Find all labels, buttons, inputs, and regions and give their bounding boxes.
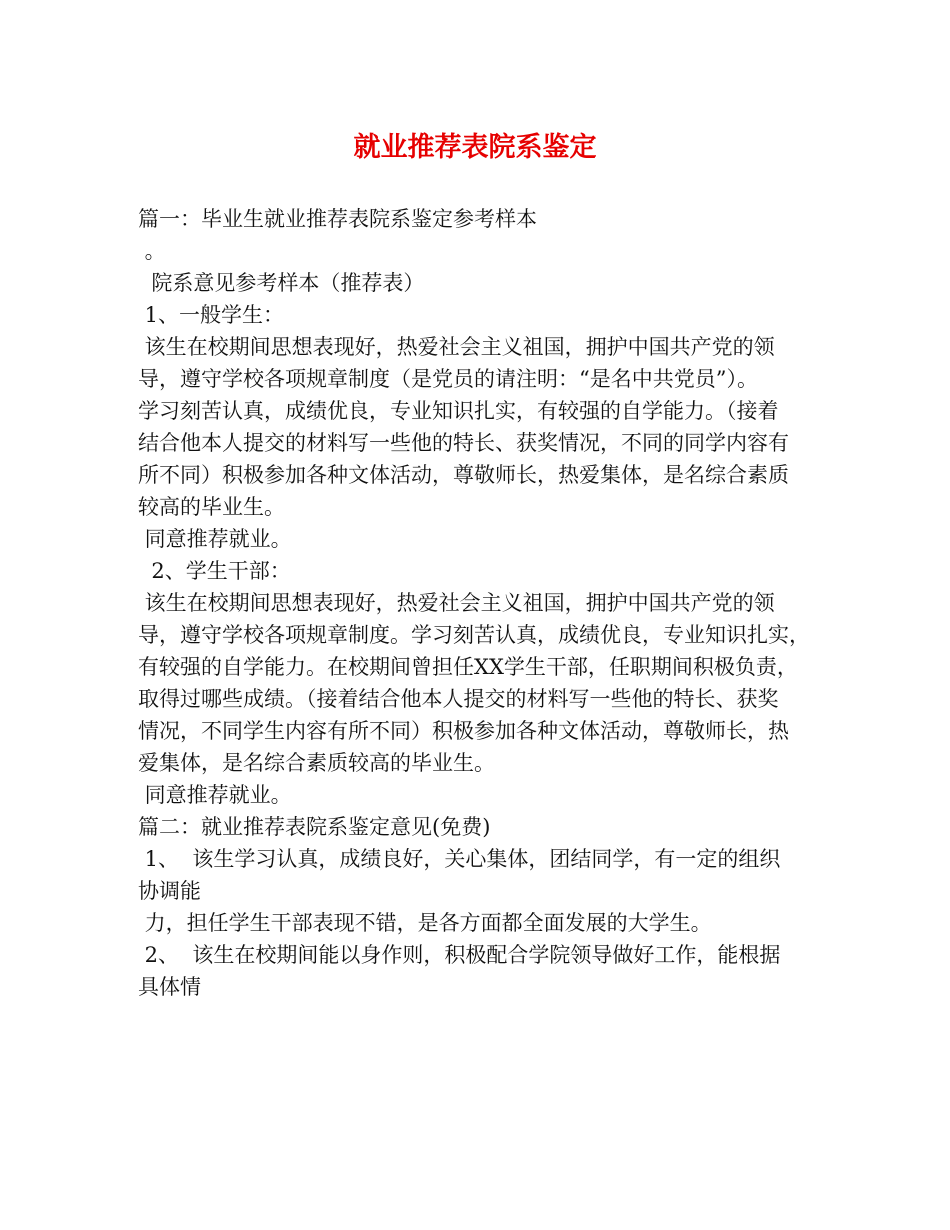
text-line: 导，遵守学校各项规章制度。学习刻苦认真，成绩优良，专业知识扎实， [138,623,810,647]
text-line: 力，担任学生干部表现不错，是各方面都全面发展的大学生。 [138,911,712,935]
text-line: 取得过哪些成绩。（接着结合他本人提交的材料写一些他的特长、获奖 [138,687,779,711]
text-line: 学习刻苦认真，成绩优良，专业知识扎实，有较强的自学能力。（接着 [138,399,779,423]
text-line: 同意推荐就业。 [138,783,292,807]
text-line: 。 [138,239,166,263]
text-line: 有较强的自学能力。在校期间曾担任XX学生干部，任职期间积极负责， [138,655,798,679]
text-line: 篇一：毕业生就业推荐表院系鉴定参考样本 [138,207,537,231]
text-line: 爱集体，是名综合素质较高的毕业生。 [138,751,495,775]
text-line: 所不同）积极参加各种文体活动，尊敬师长，热爱集体，是名综合素质 [138,463,789,487]
text-line: 篇二：就业推荐表院系鉴定意见(免费) [138,815,491,839]
text-line: 该生在校期间思想表现好，热爱社会主义祖国，拥护中国共产党的领 [138,591,775,615]
text-line: 导，遵守学校各项规章制度（是党员的请注明：“是名中共党员”）。 [138,367,758,391]
text-line: 具体情 [138,975,201,999]
text-line: 同意推荐就业。 [138,527,292,551]
text-line: 1、 该生学习认真，成绩良好，关心集体，团结同学，有一定的组织 [138,847,781,871]
text-line: 较高的毕业生。 [138,495,285,519]
text-line: 院系意见参考样本（推荐表） [138,271,425,295]
text-line: 结合他本人提交的材料写一些他的特长、获奖情况，不同的同学内容有 [138,431,789,455]
document-body [138,203,818,1003]
text-line: 1、一般学生： [138,303,285,327]
text-line: 该生在校期间思想表现好，热爱社会主义祖国，拥护中国共产党的领 [138,335,775,359]
text-line: 2、学生干部： [138,559,291,583]
document-title: 就业推荐表院系鉴定 [353,132,597,163]
text-line: 2、 该生在校期间能以身作则，积极配合学院领导做好工作，能根据 [138,943,781,967]
text-line: 情况，不同学生内容有所不同）积极参加各种文体活动，尊敬师长，热 [138,719,789,743]
text-line: 协调能 [138,879,201,903]
